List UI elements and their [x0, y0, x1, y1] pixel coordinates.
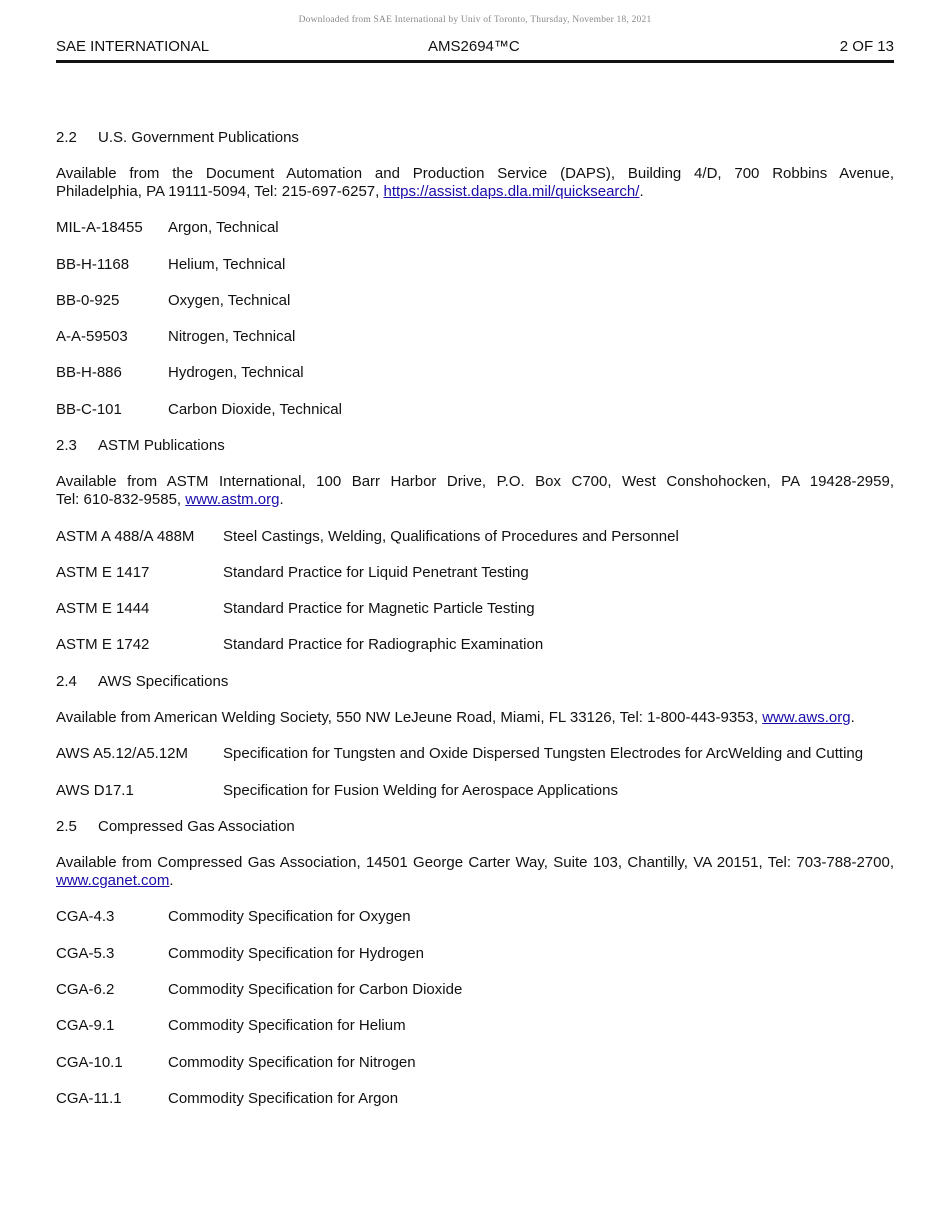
availability-text: Tel: 610-832-9585, — [56, 491, 186, 508]
reference-row — [56, 292, 894, 310]
section-title: ASTM Publications — [98, 437, 225, 454]
astm-link[interactable]: www.astm.org — [185, 491, 280, 508]
reference-row — [56, 1017, 894, 1035]
reference-title: Commodity Specification for Carbon Dioxide — [168, 981, 463, 998]
section-heading-2-4 — [56, 673, 894, 690]
period: . — [850, 709, 855, 726]
period: . — [639, 183, 644, 200]
availability-line-1: Available from the Document Automation and Production Service (DAPS), Building 4/D, 700 Robbins Avenue, — [56, 165, 894, 182]
reference-row — [56, 908, 894, 926]
reference-code: CGA-11.1 — [56, 1090, 122, 1107]
reference-row — [56, 364, 894, 382]
reference-row — [56, 328, 894, 346]
reference-code: BB-H-886 — [56, 364, 122, 381]
reference-title: Specification for Tungsten and Oxide Dispersed Tungsten Electrodes for ArcWelding and Cutting — [223, 745, 864, 762]
cga-link[interactable]: www.cganet.com — [56, 872, 170, 889]
reference-title: Helium, Technical — [168, 256, 286, 273]
reference-title: Oxygen, Technical — [168, 292, 291, 309]
header-document-number: AMS2694™C — [428, 38, 520, 55]
reference-code: BB-H-1168 — [56, 256, 130, 273]
reference-code: BB-C-101 — [56, 401, 122, 418]
availability-text: Philadelphia, PA 19111-5094, Tel: 215-697-6257, — [56, 183, 384, 200]
section-2-4-availability — [56, 709, 894, 726]
reference-code: ASTM E 1417 — [56, 564, 150, 581]
reference-code: CGA-6.2 — [56, 981, 115, 998]
reference-row — [56, 745, 894, 763]
section-title: Compressed Gas Association — [98, 818, 295, 835]
reference-title: Commodity Specification for Hydrogen — [168, 945, 424, 962]
availability-text: Available from American Welding Society, 550 NW LeJeune Road, Miami, FL 33126, Tel: 1-800-443-9353, — [56, 709, 763, 726]
header-page-number: 2 OF 13 — [839, 38, 894, 55]
reference-title: Hydrogen, Technical — [168, 364, 304, 381]
reference-row — [56, 1090, 894, 1108]
section-number: 2.5 — [56, 818, 77, 835]
reference-code: AWS D17.1 — [56, 782, 134, 799]
reference-code: ASTM A 488/A 488M — [56, 528, 195, 545]
reference-row — [56, 600, 894, 618]
reference-title: Commodity Specification for Helium — [168, 1017, 406, 1034]
reference-row — [56, 401, 894, 419]
period: . — [279, 491, 284, 508]
availability-line-2 — [56, 872, 174, 889]
page-header — [56, 38, 894, 63]
reference-row — [56, 636, 894, 654]
reference-row — [56, 945, 894, 963]
reference-code: ASTM E 1444 — [56, 600, 150, 617]
section-title: AWS Specifications — [98, 673, 229, 690]
reference-row — [56, 256, 894, 274]
reference-code: CGA-5.3 — [56, 945, 115, 962]
reference-title: Carbon Dioxide, Technical — [168, 401, 342, 418]
section-2-3-availability — [56, 473, 894, 509]
section-number: 2.2 — [56, 129, 77, 146]
reference-title: Argon, Technical — [168, 219, 279, 236]
reference-title: Commodity Specification for Oxygen — [168, 908, 411, 925]
reference-code: A-A-59503 — [56, 328, 128, 345]
reference-title: Standard Practice for Liquid Penetrant Testing — [223, 564, 529, 581]
reference-code: CGA-10.1 — [56, 1054, 123, 1071]
reference-code: AWS A5.12/A5.12M — [56, 745, 189, 762]
download-watermark: Downloaded from SAE International by Univ of Toronto, Thursday, November 18, 2021 — [298, 15, 652, 25]
daps-link[interactable]: https://assist.daps.dla.mil/quicksearch/ — [383, 183, 640, 200]
availability-line-2 — [56, 491, 284, 508]
reference-code: MIL-A-18455 — [56, 219, 143, 236]
reference-title: Standard Practice for Magnetic Particle Testing — [223, 600, 535, 617]
reference-row — [56, 219, 894, 237]
section-title: U.S. Government Publications — [98, 129, 299, 146]
section-2-2-availability — [56, 165, 894, 201]
reference-row — [56, 564, 894, 582]
reference-title: Steel Castings, Welding, Qualifications of Procedures and Personnel — [223, 528, 679, 545]
reference-code: ASTM E 1742 — [56, 636, 150, 653]
availability-line-2 — [56, 183, 644, 200]
reference-title: Standard Practice for Radiographic Examination — [223, 636, 544, 653]
section-heading-2-3 — [56, 437, 894, 454]
section-heading-2-2 — [56, 129, 894, 146]
reference-code: CGA-4.3 — [56, 908, 115, 925]
reference-row — [56, 1054, 894, 1072]
reference-title: Commodity Specification for Nitrogen — [168, 1054, 416, 1071]
section-number: 2.4 — [56, 673, 77, 690]
section-2-5-availability — [56, 854, 894, 890]
period: . — [169, 872, 174, 889]
reference-title: Specification for Fusion Welding for Aerospace Applications — [223, 782, 618, 799]
section-number: 2.3 — [56, 437, 77, 454]
reference-row — [56, 782, 894, 800]
reference-row — [56, 981, 894, 999]
reference-title: Commodity Specification for Argon — [168, 1090, 399, 1107]
section-heading-2-5 — [56, 818, 894, 835]
reference-title: Nitrogen, Technical — [168, 328, 296, 345]
header-organization: SAE INTERNATIONAL — [56, 38, 210, 55]
reference-code: CGA-9.1 — [56, 1017, 115, 1034]
reference-row — [56, 528, 894, 546]
availability-line-1: Available from ASTM International, 100 Barr Harbor Drive, P.O. Box C700, West Conshohocken, PA 19428-2959, — [56, 473, 894, 490]
reference-code: BB-0-925 — [56, 292, 120, 309]
availability-line-1: Available from Compressed Gas Association, 14501 George Carter Way, Suite 103, Chantilly, VA 20151, Tel: 703-788-2700, — [56, 854, 894, 871]
aws-link[interactable]: www.aws.org — [762, 709, 851, 726]
